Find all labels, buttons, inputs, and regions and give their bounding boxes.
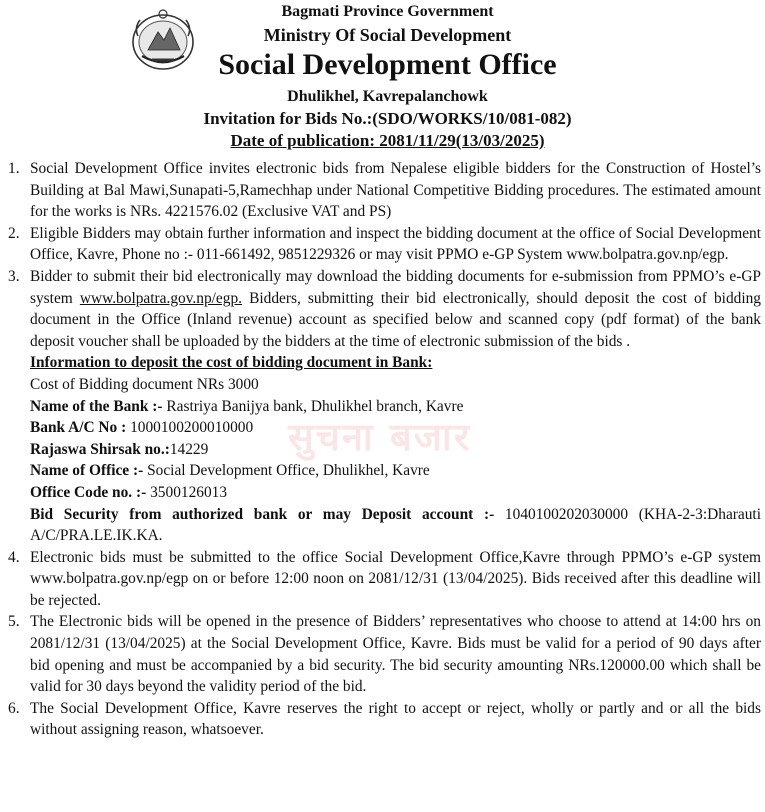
account-row [30, 417, 761, 439]
item-text: Eligible Bidders may obtain further information and inspect the bidding document at the office of Social Development Office, Kavre, Phone no :- 011-661492, 9851229326 or may visit PPMO e-GP System www.bolpatra.gov.np/egp. [30, 224, 761, 264]
bank-name-label: Name of the Bank :- [30, 397, 163, 415]
item-text: Social Development Office invites electronic bids from Nepalese eligible bidders for the Construction of Hostel’s Building at Bal Mawi,Sunapati-5,Ramechhap under National Competitive Bidding procedures. The estimated amount for the works is NRs. 4221576.02 (Exclusive VAT and PS) [30, 160, 761, 221]
list-item [0, 611, 765, 697]
office-name-value: Social Development Office, Dhulikhel, Kavre [143, 462, 430, 480]
item-number: 2. [8, 224, 20, 242]
document-cost: Cost of Bidding document NRs 3000 [30, 375, 259, 393]
list-item [0, 223, 765, 266]
bid-security-value: 1040100202030000 (KHA-2-3:Dharauti A/C/PRA.LE.IK.KA. [30, 505, 761, 545]
office-code-label: Office Code no. :- [30, 483, 147, 501]
publication-date: Date of publication: 2081/11/29(13/03/2025) [230, 131, 545, 150]
item-number: 1. [8, 160, 20, 177]
bank-name-value: Rastriya Banijya bank, Dhulikhel branch, Kavre [162, 397, 464, 415]
bank-info-heading: Information to deposit the cost of bidding document in Bank: [30, 354, 433, 372]
item-text-part-a: Bidder to submit their bid electronically may download the bidding documents for e-submission from PPMO’s e-GP system [30, 267, 761, 307]
bank-info-block [0, 352, 765, 546]
list-item [0, 547, 765, 612]
notice-header [0, 0, 765, 158]
rajaswa-row [30, 439, 761, 461]
rajaswa-value: 14229 [169, 440, 209, 458]
watermark-logo: सुचना बजार [288, 415, 472, 459]
office-code-row [30, 482, 761, 504]
office-code-value: 3500126013 [146, 483, 228, 501]
rajaswa-label: Rajaswa Shirsak no.: [30, 440, 170, 458]
item-number: 5. [8, 613, 20, 631]
account-value: 1000100200010000 [126, 419, 254, 437]
government-name: Bagmati Province Government [281, 3, 494, 20]
item-text: The Electronic bids will be opened in the presence of Bidders’ representatives who choose to attend at 14:00 hrs on 2081/12/31 (13/04/2025) at the Social Development Office, Kavre. Bids must be valid for a period of 90 days after bid opening and must be accompanied by a bid security. The bid security amounting NRs.120000.00 which shall be valid for 30 days beyond the validity period of the bid. [30, 613, 761, 696]
egp-link[interactable]: www.bolpatra.gov.np/egp. [79, 289, 242, 307]
ministry-name: Ministry Of Social Development [263, 25, 512, 45]
list-item [0, 158, 765, 223]
bid-security-label: Bid Security from authorized bank or may Deposit account :- [30, 505, 495, 523]
item-text: The Social Development Office, Kavre reserves the right to accept or reject, wholly or partly and or all the bids without assigning reason, whatsoever. [30, 699, 761, 739]
item-text: Electronic bids must be submitted to the office Social Development Office,Kavre through PPMO’s e-GP system www.bolpatra.gov.np/egp on or before 12:00 noon on 2081/12/31 (13/04/2025). Bids received after this deadline will be rejected. [30, 548, 761, 609]
notice-body [0, 158, 765, 741]
list-item [0, 266, 765, 352]
item-text-part-b: Bidders, submitting their bid electronically, should deposit the cost of bidding document in the Office (Inland revenue) account as specified below and scanned copy (pdf format) of the bank deposit voucher shall be uploaded by the bidders at the time of electronic submission of the bids . [30, 289, 762, 350]
bid-security-row [30, 504, 761, 547]
invitation-number: Invitation for Bids No.:(SDO/WORKS/10/081-082) [203, 109, 572, 128]
item-number: 4. [8, 548, 20, 566]
office-address: Dhulikhel, Kavrepalanchowk [287, 88, 488, 105]
office-name-row [30, 460, 761, 482]
item-number: 6. [8, 699, 20, 717]
item-number: 3. [8, 267, 20, 285]
list-item [0, 698, 765, 741]
bank-name-row [30, 396, 761, 418]
office-title: Social Development Office [218, 48, 557, 81]
account-label: Bank A/C No : [30, 419, 127, 437]
office-name-label: Name of Office :- [30, 462, 144, 480]
